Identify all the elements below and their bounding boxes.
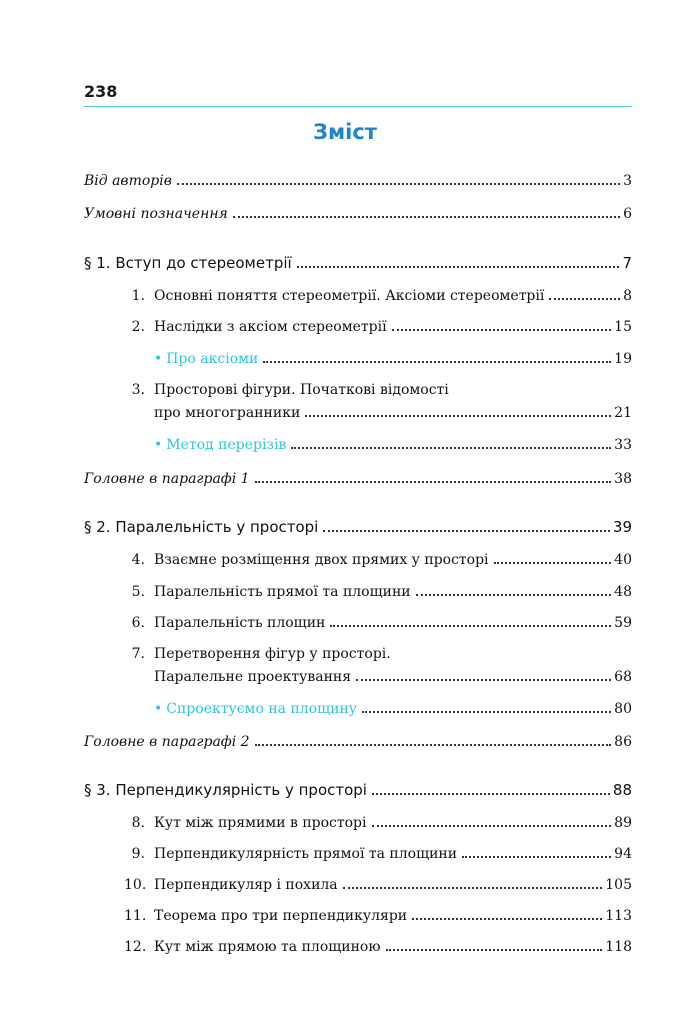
toc-item-number: 10. [124,877,147,893]
toc-page: 21 [614,405,632,421]
toc-section-1[interactable] [84,254,632,272]
toc-label: Теорема про три перпендикуляри [154,908,408,924]
toc-leader [549,298,620,300]
toc-leader [386,949,603,951]
toc-page: 33 [614,437,632,453]
toc-summary-1[interactable] [84,470,632,488]
toc-subitem-projection[interactable] [154,700,632,718]
toc-leader [233,216,620,218]
toc-item-number: 3. [131,382,145,398]
toc-item-4[interactable] [124,551,632,569]
toc-page: 80 [614,701,632,717]
toc-page: 86 [614,734,632,750]
bullet-icon: • [154,351,163,367]
toc-page: 8 [623,288,632,304]
toc-page: 68 [614,669,632,685]
toc-page: 15 [614,319,632,335]
toc-leader [297,266,620,268]
toc-page: 113 [605,908,632,924]
toc-leader [343,887,603,889]
toc-item-1[interactable] [124,287,632,305]
toc-label: Просторові фігури. Початкові відомості [154,382,449,398]
toc-section-label: § 2. Паралельність у просторі [84,518,319,536]
toc-leader [305,415,611,417]
toc-item-number: 4. [131,552,145,568]
toc-label: Умовні позначення [84,206,228,222]
toc-page: 7 [622,254,632,272]
toc-leader [462,856,611,858]
toc-item-10[interactable] [124,876,632,894]
toc-leader [255,744,612,746]
toc-label: Наслідки з аксіом стереометрії [154,319,387,335]
toc-page: 39 [612,518,632,536]
toc-label: Перпендикулярність прямої та площини [154,846,458,862]
toc-subitem-sections-method[interactable] [154,436,632,454]
toc-label: Взаємне розміщення двох прямих у просторі [154,552,489,568]
toc-item-number: 5. [131,584,145,600]
toc-page: 94 [614,846,632,862]
toc-item-8[interactable] [124,814,632,832]
toc-label: Паралельність площин [154,615,326,631]
toc-label: Від авторів [84,173,172,189]
toc-item-number: 9. [131,846,145,862]
toc-label: Паралельне проектування [154,669,352,685]
toc-leader [494,562,612,564]
toc-page: 40 [614,552,632,568]
toc-page: 6 [623,206,632,222]
bullet-icon: • [154,701,163,717]
toc-page: 118 [605,939,632,955]
toc-label: Основні поняття стереометрії. Аксіоми стереометрії [154,288,545,304]
toc-item-number: 11. [124,908,147,924]
header-rule [84,106,632,107]
toc-section-3[interactable] [84,781,632,799]
toc-item-6[interactable] [124,614,632,632]
toc-section-label: § 3. Перпендикулярність у просторі [84,781,367,799]
toc-page: 48 [614,584,632,600]
toc-item-number: 8. [131,815,145,831]
page-number: 238 [84,82,118,101]
toc-leader [330,625,611,627]
toc-label: Спроектуємо на площину [166,701,358,717]
toc-label: Кут між прямими в просторі [154,815,367,831]
toc-item-2[interactable] [124,318,632,336]
toc-section-2[interactable] [84,518,632,536]
toc-label: Паралельність прямої та площини [154,584,411,600]
toc-label: про многогранники [154,405,301,421]
toc-item-3-line1[interactable] [124,381,449,399]
toc-leader [416,594,612,596]
toc-item-7[interactable] [154,668,632,686]
toc-label: Головне в параграфі 1 [84,471,250,487]
toc-page: 3 [623,173,632,189]
toc-label: Перетворення фігур у просторі. [154,646,391,662]
toc-entry-conventions[interactable] [84,205,632,223]
toc-item-3[interactable] [154,404,632,422]
toc-item-number: 7. [131,646,145,662]
toc-leader [255,481,612,483]
toc-leader [372,793,610,795]
toc-page: 38 [614,471,632,487]
toc-summary-2[interactable] [84,733,632,751]
toc-item-11[interactable] [124,907,632,925]
toc-label: Кут між прямою та площиною [154,939,381,955]
toc-subitem-about-axioms[interactable] [154,350,632,368]
toc-item-7-line1[interactable] [124,645,391,663]
toc-label: Метод перерізів [166,437,287,453]
toc-page: 89 [614,815,632,831]
toc-leader [392,329,612,331]
toc-label: Головне в параграфі 2 [84,734,250,750]
toc-page: 105 [605,877,632,893]
toc-leader [263,361,611,363]
toc-item-number: 12. [124,939,147,955]
bullet-icon: • [154,437,163,453]
toc-label: Перпендикуляр і похила [154,877,338,893]
page-title: Зміст [313,120,377,144]
toc-item-5[interactable] [124,583,632,601]
toc-entry-from-authors[interactable] [84,172,632,190]
toc-page: 88 [612,781,632,799]
toc-page: 59 [614,615,632,631]
toc-page: 19 [614,351,632,367]
toc-section-label: § 1. Вступ до стереометрії [84,254,292,272]
toc-item-number: 1. [131,288,145,304]
toc-leader [177,183,620,185]
toc-leader [291,447,611,449]
toc-item-12[interactable] [124,938,632,956]
toc-label: Про аксіоми [166,351,259,367]
toc-item-9[interactable] [124,845,632,863]
toc-leader [412,918,602,920]
toc-leader [323,530,610,532]
toc-leader [372,825,612,827]
toc-leader [356,679,611,681]
toc-item-number: 2. [131,319,145,335]
toc-leader [362,711,611,713]
toc-item-number: 6. [131,615,145,631]
